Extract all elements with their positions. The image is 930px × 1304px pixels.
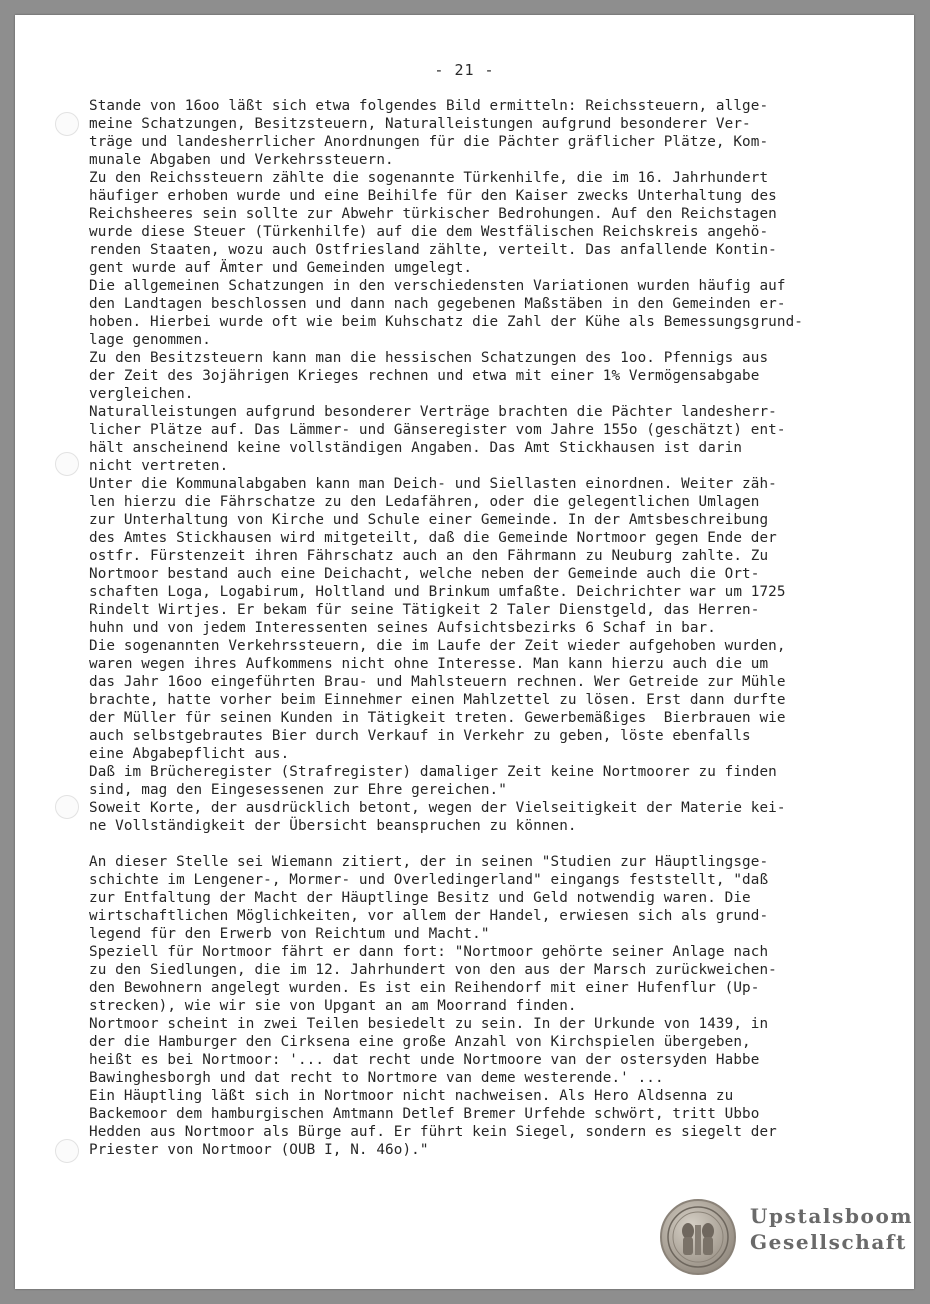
punch-hole-mark (55, 795, 79, 819)
text-line: Speziell für Nortmoor fährt er dann fort: "Nortmoor gehörte seiner Anlage nach (89, 944, 769, 960)
text-line: Ein Häuptling läßt sich in Nortmoor nicht nachweisen. Als Hero Aldsenna zu (89, 1088, 734, 1104)
text-line: Rindelt Wirtjes. Er bekam für seine Tätigkeit 2 Taler Dienstgeld, das Herren- (89, 602, 760, 618)
text-line: brachte, hatte vorher beim Einnehmer einen Mahlzettel zu lösen. Erst dann durfte (89, 692, 786, 708)
text-line: Priester von Nortmoor (OUB I, N. 46o)." (89, 1142, 429, 1158)
text-line: licher Plätze auf. Das Lämmer- und Gänseregister vom Jahre 155o (geschätzt) ent- (89, 422, 786, 438)
text-line: nicht vertreten. (89, 458, 229, 474)
text-line: Bawinghesborgh und dat recht to Nortmore van deme westerende.' ... (89, 1070, 664, 1086)
text-line: schaften Loga, Logabirum, Holtland und Brinkum umfaßte. Deichrichter war um 1725 (89, 584, 786, 600)
logo-wordmark (750, 1203, 913, 1255)
text-line: Zu den Reichssteuern zählte die sogenannte Türkenhilfe, die im 16. Jahrhundert (89, 170, 769, 186)
text-line: Nortmoor bestand auch eine Deichacht, welche neben der Gemeinde auch die Ort- (89, 566, 760, 582)
text-line: schichte im Lengener-, Mormer- und Overledingerland" eingangs feststellt, "daß (89, 872, 769, 888)
text-line: sind, mag den Eingesessenen zur Ehre gereichen." (89, 782, 507, 798)
body-text-block (89, 97, 833, 835)
text-line: Die allgemeinen Schatzungen in den verschiedensten Variationen wurden häufig auf (89, 278, 786, 294)
text-line: auch selbstgebrautes Bier durch Verkauf in Verkehr zu geben, löste ebenfalls (89, 728, 751, 744)
text-line: An dieser Stelle sei Wiemann zitiert, der in seinen "Studien zur Häuptlingsge- (89, 854, 769, 870)
page-number: - 21 - (434, 61, 495, 79)
text-line: hält anscheinend keine vollständigen Angaben. Das Amt Stickhausen ist darin (89, 440, 743, 456)
text-line: Reichsheeres sein sollte zur Abwehr türkischer Bedrohungen. Auf den Reichstagen (89, 206, 777, 222)
text-line: Daß im Brücheregister (Strafregister) damaliger Zeit keine Nortmoorer zu finden (89, 764, 777, 780)
text-line: zu den Siedlungen, die im 12. Jahrhundert von den aus der Marsch zurückweichen- (89, 962, 777, 978)
text-line: den Landtagen beschlossen und dann nach gegebenen Maßstäben in den Gemeinden er- (89, 296, 786, 312)
text-line: Soweit Korte, der ausdrücklich betont, wegen der Vielseitigkeit der Materie kei- (89, 800, 786, 816)
text-line: eine Abgabepflicht aus. (89, 746, 290, 762)
punch-hole-mark (55, 1139, 79, 1163)
text-line: len hierzu die Fährschatze zu den Ledafähren, oder die gelegentlichen Umlagen (89, 494, 760, 510)
logo-line-2: Gesellschaft (750, 1230, 907, 1254)
text-line: meine Schatzungen, Besitzsteuern, Naturalleistungen aufgrund besonderer Ver- (89, 116, 751, 132)
text-line: lage genommen. (89, 332, 211, 348)
text-line: Stande von 16oo läßt sich etwa folgendes Bild ermitteln: Reichssteuern, allge- (89, 98, 769, 114)
text-line: Naturalleistungen aufgrund besonderer Verträge brachten die Pächter landesherr- (89, 404, 777, 420)
text-line: träge und landesherrlicher Anordnungen für die Pächter gräflicher Plätze, Kom- (89, 134, 769, 150)
text-line: Zu den Besitzsteuern kann man die hessischen Schatzungen des 1oo. Pfennigs aus (89, 350, 769, 366)
text-line: heißt es bei Nortmoor: '... dat recht unde Nortmoore van der ostersyden Habbe (89, 1052, 760, 1068)
text-line: vergleichen. (89, 386, 194, 402)
text-line: der Zeit des 3ojährigen Krieges rechnen und etwa mit einer 1% Vermögensabgabe (89, 368, 760, 384)
text-line: Backemoor dem hamburgischen Amtmann Detlef Bremer Urfehde schwört, tritt Ubbo (89, 1106, 760, 1122)
text-line: legend für den Erwerb von Reichtum und Macht." (89, 926, 490, 942)
text-line: Die sogenannten Verkehrssteuern, die im Laufe der Zeit wieder aufgehoben wurden, (89, 638, 786, 654)
text-line: des Amtes Stickhausen wird mitgeteilt, daß die Gemeinde Nortmoor gegen Ende der (89, 530, 777, 546)
text-line: ne Vollständigkeit der Übersicht beanspruchen zu können. (89, 818, 577, 834)
text-line: den Bewohnern angelegt wurden. Es ist ein Reihendorf mit einer Hufenflur (Up- (89, 980, 760, 996)
upstalsboom-logo (660, 1199, 914, 1273)
text-line: ostfr. Fürstenzeit ihren Fährschatz auch an den Fährmann zu Neuburg zahlte. Zu (89, 548, 769, 564)
text-line: Nortmoor scheint in zwei Teilen besiedelt zu sein. In der Urkunde von 1439, in (89, 1016, 769, 1032)
document-page (15, 15, 914, 1289)
text-line: das Jahr 16oo eingeführten Brau- und Mahlsteuern rechnen. Wer Getreide zur Mühle (89, 674, 786, 690)
punch-hole-mark (55, 452, 79, 476)
text-line: häufiger erhoben wurde und eine Beihilfe für den Kaiser zwecks Unterhaltung des (89, 188, 777, 204)
text-line: huhn und von jedem Interessenten seines Aufsichtsbezirks 6 Schaf in bar. (89, 620, 716, 636)
text-line: wurde diese Steuer (Türkenhilfe) auf die dem Westfälischen Reichskreis angehö- (89, 224, 769, 240)
body-text-block (89, 853, 833, 1159)
text-line: strecken), wie wir sie von Upgant an am Moorrand finden. (89, 998, 577, 1014)
logo-line-1: Upstalsboom (750, 1204, 914, 1228)
text-line: hoben. Hierbei wurde oft wie beim Kuhschatz die Zahl der Kühe als Bemessungsgrund- (89, 314, 804, 330)
text-line: waren wegen ihres Aufkommens nicht ohne Interesse. Man kann hierzu auch die um (89, 656, 769, 672)
punch-hole-mark (55, 112, 79, 136)
text-line: zur Entfaltung der Macht der Häuptlinge Besitz und Geld notwendig waren. Die (89, 890, 751, 906)
text-line: gent wurde auf Ämter und Gemeinden umgelegt. (89, 260, 473, 276)
seal-icon (660, 1199, 736, 1275)
text-line: renden Staaten, wozu auch Ostfriesland zählte, verteilt. Das anfallende Kontin- (89, 242, 777, 258)
text-line: der die Hamburger den Cirksena eine große Anzahl von Kirchspielen übergeben, (89, 1034, 751, 1050)
text-line: munale Abgaben und Verkehrssteuern. (89, 152, 394, 168)
text-line: wirtschaftlichen Möglichkeiten, vor allem der Handel, erwiesen sich als grund- (89, 908, 769, 924)
text-line: der Müller für seinen Kunden in Tätigkeit treten. Gewerbemäßiges Bierbrauen wie (89, 710, 786, 726)
text-line: zur Unterhaltung von Kirche und Schule einer Gemeinde. In der Amtsbeschreibung (89, 512, 769, 528)
text-line: Hedden aus Nortmoor als Bürge auf. Er führt kein Siegel, sondern es siegelt der (89, 1124, 777, 1140)
text-line: Unter die Kommunalabgaben kann man Deich- und Siellasten einordnen. Weiter zäh- (89, 476, 777, 492)
